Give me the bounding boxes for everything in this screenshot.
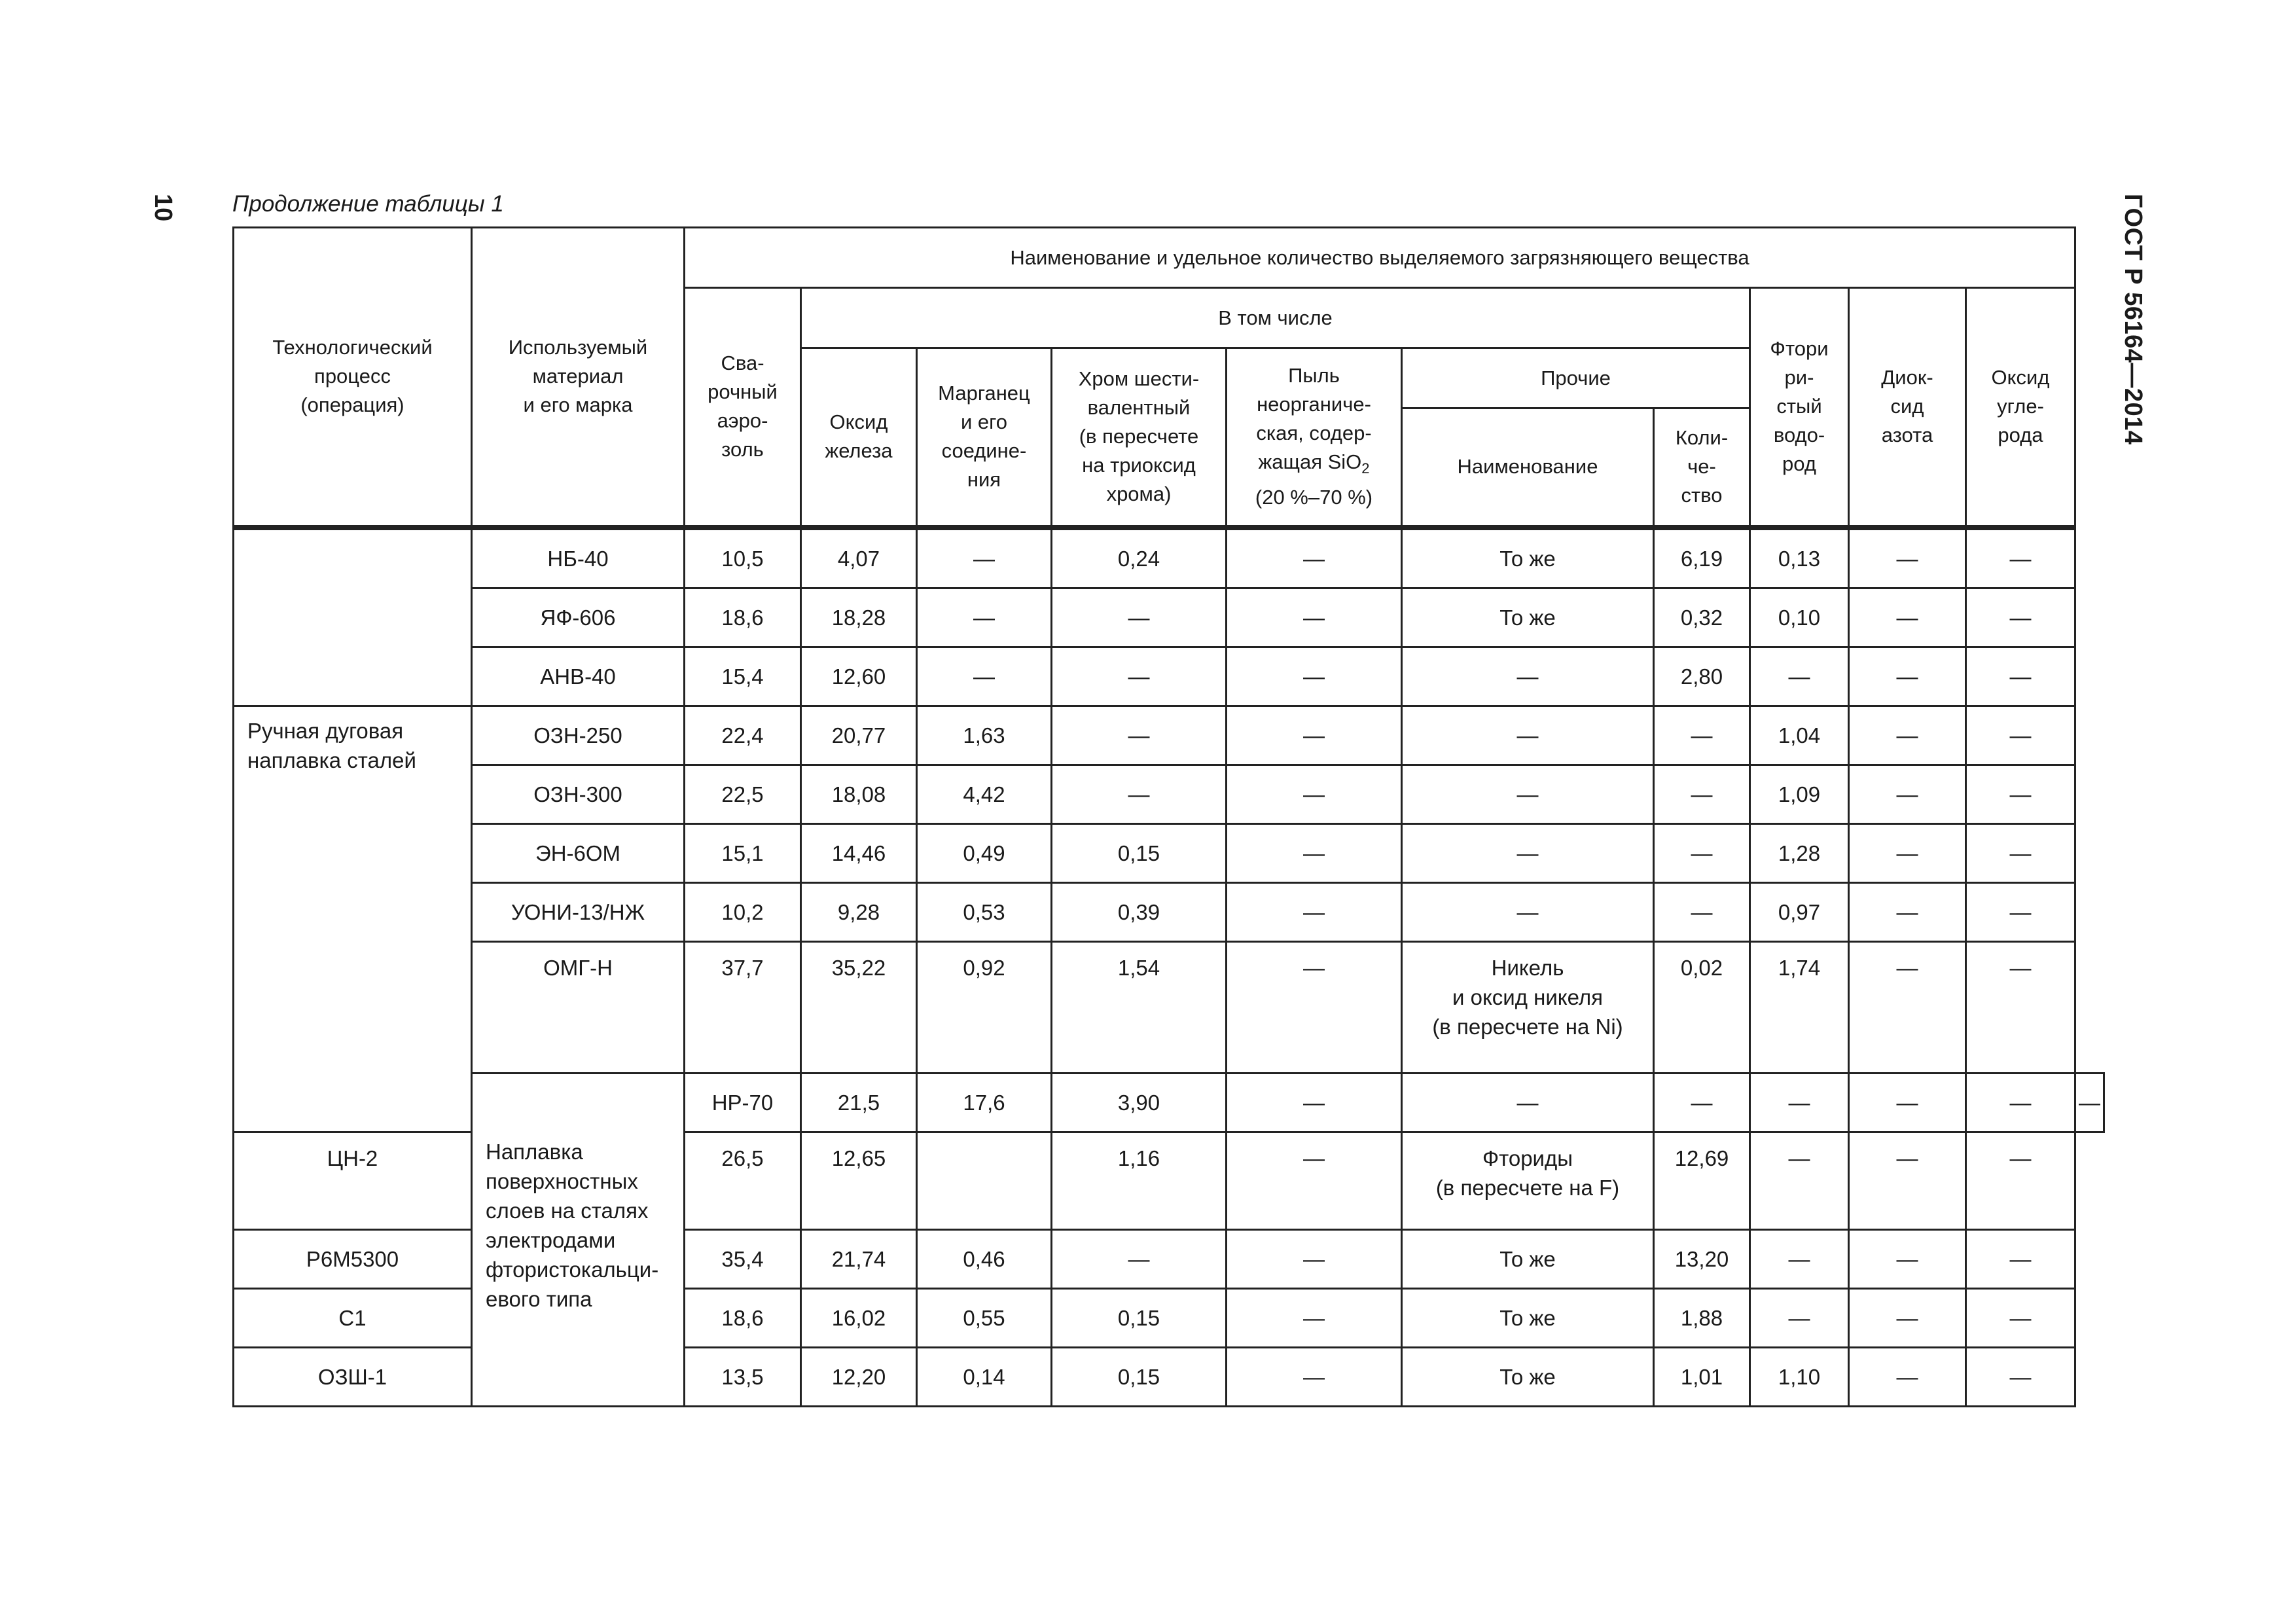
value-cell: 1,10 [1750, 1347, 1849, 1406]
value-cell: — [1402, 882, 1654, 941]
value-cell: 1,88 [1654, 1288, 1750, 1347]
value-cell: — [1849, 882, 1966, 941]
value-cell: 13,5 [685, 1347, 801, 1406]
value-cell: — [1227, 882, 1402, 941]
value-cell: — [1849, 1229, 1966, 1288]
header-no2: Диок- сид азота [1849, 288, 1966, 528]
value-cell: 1,04 [1750, 706, 1849, 765]
value-cell: — [1966, 1288, 2075, 1347]
value-cell: — [1750, 1073, 1849, 1132]
material-cell: АНВ-40 [472, 647, 685, 706]
value-cell: 1,16 [1052, 1132, 1227, 1229]
value-cell: 22,4 [685, 706, 801, 765]
value-cell: — [1849, 647, 1966, 706]
value-cell: — [1654, 1073, 1750, 1132]
value-cell: 0,14 [917, 1347, 1052, 1406]
value-cell: — [917, 528, 1052, 588]
value-cell: 0,46 [917, 1229, 1052, 1288]
value-cell: — [1966, 647, 2075, 706]
value-cell: 26,5 [685, 1132, 801, 1229]
value-cell: 12,65 [801, 1132, 917, 1229]
value-cell: — [1849, 588, 1966, 647]
value-cell: — [1227, 588, 1402, 647]
process-cell-empty [234, 528, 472, 706]
value-cell: — [917, 588, 1052, 647]
value-cell: — [1402, 823, 1654, 882]
material-cell: ОЗН-300 [472, 765, 685, 823]
table-row [234, 765, 2104, 823]
value-cell: — [1052, 1229, 1227, 1288]
header-including: В том числе [801, 288, 1750, 348]
material-cell: ЯФ-606 [472, 588, 685, 647]
value-cell: — [1052, 647, 1227, 706]
value-cell: — [1966, 1132, 2075, 1229]
value-cell: 1,54 [1052, 941, 1227, 1073]
table-row [234, 941, 2104, 1073]
value-cell: 0,39 [1052, 882, 1227, 941]
value-cell: 0,02 [1654, 941, 1750, 1073]
value-cell: 17,6 [917, 1073, 1052, 1132]
material-cell: ОЗН-250 [472, 706, 685, 765]
header-aerosol: Сва- рочный аэро- золь [685, 288, 801, 528]
value-cell: — [1966, 1073, 2075, 1132]
value-cell: 18,6 [685, 1288, 801, 1347]
value-cell: — [1849, 1347, 1966, 1406]
value-cell: — [1227, 706, 1402, 765]
value-cell: — [1227, 1347, 1402, 1406]
header-other: Прочие [1402, 348, 1750, 408]
value-cell: То же [1402, 1347, 1654, 1406]
value-cell: — [1966, 765, 2075, 823]
value-cell: 18,28 [801, 588, 917, 647]
value-cell: 4,07 [801, 528, 917, 588]
value-cell: 1,28 [1750, 823, 1849, 882]
table-row [234, 706, 2104, 765]
value-cell: — [1227, 1288, 1402, 1347]
value-cell: 0,97 [1750, 882, 1849, 941]
value-cell: То же [1402, 588, 1654, 647]
value-cell: — [1849, 1132, 1966, 1229]
header-pollutant-group: Наименование и удельное количество выделяемого загрязняющего вещества [685, 228, 2075, 288]
value-cell: 0,15 [1052, 823, 1227, 882]
value-cell: 0,10 [1750, 588, 1849, 647]
value-cell: 21,5 [801, 1073, 917, 1132]
value-cell: — [1052, 588, 1227, 647]
value-cell: — [1227, 1073, 1402, 1132]
value-cell: 0,15 [1052, 1288, 1227, 1347]
value-cell: — [1227, 823, 1402, 882]
value-cell: — [1227, 647, 1402, 706]
value-cell: — [1750, 647, 1849, 706]
value-cell: 10,5 [685, 528, 801, 588]
header-dust-text: Пыль неорганиче- ская, содер- жащая SiO [1256, 364, 1372, 474]
material-cell: ОЗШ-1 [234, 1347, 472, 1406]
value-cell: 0,24 [1052, 528, 1227, 588]
value-cell: Фториды (в пересчете на F) [1402, 1132, 1654, 1229]
value-cell: 9,28 [801, 882, 917, 941]
value-cell: 0,32 [1654, 588, 1750, 647]
value-cell: 0,15 [1052, 1347, 1227, 1406]
material-cell: ЦН-2 [234, 1132, 472, 1229]
value-cell: — [1849, 941, 1966, 1073]
header-manganese: Марганец и его соедине- ния [917, 348, 1052, 528]
table-row [234, 1073, 2104, 1132]
material-cell: ОМГ-Н [472, 941, 685, 1073]
value-cell: — [1052, 706, 1227, 765]
table-caption: Продолжение таблицы 1 [232, 191, 504, 217]
header-hf: Фтори ри- стый водо- род [1750, 288, 1849, 528]
value-cell: 2,80 [1654, 647, 1750, 706]
header-chromium: Хром шести- валентный (в пересчете на триоксид хрома) [1052, 348, 1227, 528]
header-co: Оксид угле- рода [1966, 288, 2075, 528]
material-cell: Р6М5300 [234, 1229, 472, 1288]
value-cell: 35,22 [801, 941, 917, 1073]
header-iron-oxide: Оксид железа [801, 348, 917, 528]
table-row [234, 588, 2104, 647]
table-row [234, 882, 2104, 941]
header-material: Используемый материал и его марка [472, 228, 685, 528]
value-cell: — [1966, 1347, 2075, 1406]
value-cell: — [1966, 706, 2075, 765]
page-number: 10 [149, 194, 177, 222]
table-row [234, 823, 2104, 882]
value-cell: 14,46 [801, 823, 917, 882]
value-cell: 3,90 [1052, 1073, 1227, 1132]
value-cell: — [1402, 1073, 1654, 1132]
value-cell: 12,60 [801, 647, 917, 706]
header-dust-range: (20 %–70 %) [1255, 486, 1373, 509]
value-cell: 0,53 [917, 882, 1052, 941]
material-cell: С1 [234, 1288, 472, 1347]
value-cell: — [1654, 823, 1750, 882]
value-cell: 20,77 [801, 706, 917, 765]
value-cell: — [1654, 882, 1750, 941]
value-cell: — [1966, 882, 2075, 941]
value-cell: 0,13 [1750, 528, 1849, 588]
value-cell: 15,4 [685, 647, 801, 706]
value-cell: 18,08 [801, 765, 917, 823]
header-other-qty: Коли- че- ство [1654, 408, 1750, 528]
value-cell: — [1849, 528, 1966, 588]
table-header [234, 228, 2104, 528]
value-cell: — [1227, 528, 1402, 588]
value-cell: — [1849, 1073, 1966, 1132]
value-cell: — [1966, 588, 2075, 647]
value-cell: — [1966, 1229, 2075, 1288]
value-cell: — [1750, 1288, 1849, 1347]
value-cell: — [1966, 823, 2075, 882]
header-other-name: Наименование [1402, 408, 1654, 528]
value-cell: 6,19 [1654, 528, 1750, 588]
material-cell: УОНИ-13/НЖ [472, 882, 685, 941]
value-cell: — [1654, 765, 1750, 823]
header-dust [1227, 348, 1402, 528]
table-row [234, 647, 2104, 706]
value-cell: — [1402, 647, 1654, 706]
value-cell [917, 1132, 1052, 1229]
value-cell: 1,01 [1654, 1347, 1750, 1406]
value-cell: — [1849, 1288, 1966, 1347]
material-cell: НБ-40 [472, 528, 685, 588]
value-cell: 1,63 [917, 706, 1052, 765]
value-cell: — [1750, 1132, 1849, 1229]
process-cell-surfacing: Наплавка поверхностных слоев на сталях электродами фтористокальци- евого типа [472, 1073, 685, 1406]
value-cell: — [1849, 823, 1966, 882]
value-cell: — [1402, 765, 1654, 823]
value-cell: 13,20 [1654, 1229, 1750, 1288]
value-cell: 21,74 [801, 1229, 917, 1288]
value-cell: Никель и оксид никеля (в пересчете на Ni) [1402, 941, 1654, 1073]
value-cell: — [1849, 765, 1966, 823]
table-body [234, 528, 2104, 1407]
value-cell: — [1750, 1229, 1849, 1288]
table-row [234, 528, 2104, 588]
value-cell: 15,1 [685, 823, 801, 882]
value-cell: — [1227, 1229, 1402, 1288]
value-cell: — [1966, 528, 2075, 588]
value-cell: — [1402, 706, 1654, 765]
value-cell: 16,02 [801, 1288, 917, 1347]
value-cell: 4,42 [917, 765, 1052, 823]
material-cell: ЭН-6ОМ [472, 823, 685, 882]
value-cell: — [1654, 706, 1750, 765]
value-cell: — [2075, 1073, 2104, 1132]
header-process: Технологический процесс (операция) [234, 228, 472, 528]
value-cell: 10,2 [685, 882, 801, 941]
value-cell: 12,20 [801, 1347, 917, 1406]
value-cell: — [1849, 706, 1966, 765]
value-cell: — [1966, 941, 2075, 1073]
standard-title: ГОСТ Р 56164—2014 [2119, 194, 2147, 445]
value-cell: 1,09 [1750, 765, 1849, 823]
header-dust-sub: 2 [1361, 460, 1370, 477]
value-cell: То же [1402, 1288, 1654, 1347]
value-cell: 0,55 [917, 1288, 1052, 1347]
value-cell: 37,7 [685, 941, 801, 1073]
value-cell: 12,69 [1654, 1132, 1750, 1229]
value-cell: То же [1402, 1229, 1654, 1288]
pollutant-table [232, 226, 2105, 1407]
value-cell: То же [1402, 528, 1654, 588]
value-cell: 22,5 [685, 765, 801, 823]
material-cell: НР-70 [685, 1073, 801, 1132]
value-cell: 0,49 [917, 823, 1052, 882]
value-cell: 0,92 [917, 941, 1052, 1073]
value-cell: — [917, 647, 1052, 706]
value-cell: — [1227, 765, 1402, 823]
value-cell: 1,74 [1750, 941, 1849, 1073]
process-cell-manual-arc: Ручная дуговая наплавка сталей [234, 706, 472, 1132]
value-cell: — [1227, 941, 1402, 1073]
value-cell: 18,6 [685, 588, 801, 647]
value-cell: — [1227, 1132, 1402, 1229]
value-cell: — [1052, 765, 1227, 823]
value-cell: 35,4 [685, 1229, 801, 1288]
